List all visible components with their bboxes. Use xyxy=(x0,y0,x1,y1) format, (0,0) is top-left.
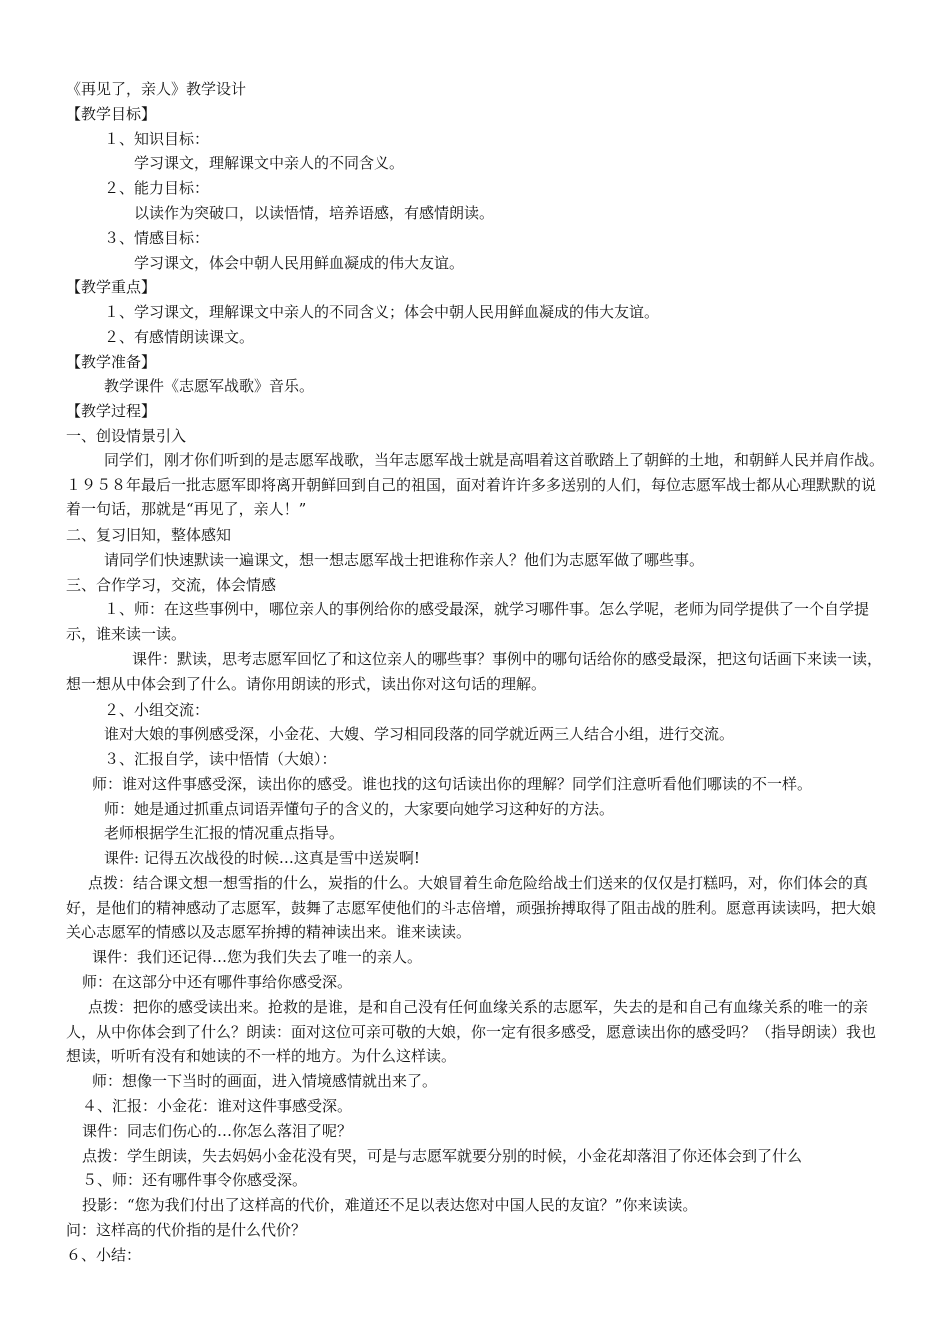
section-heading-focus: 【教学重点】 xyxy=(66,278,157,296)
step-3-item-3-courseware-a: 课件: 记得五次战役的时候…这真是雪中送炭啊! xyxy=(104,849,420,867)
goal-2-label: ２、能力目标： xyxy=(104,179,210,197)
step-3-item-5-label: ５、师：还有哪件事令你感受深。 xyxy=(82,1171,308,1189)
step-3-item-3-courseware-b: 课件：我们还记得…您为我们失去了唯一的亲人。 xyxy=(92,948,423,966)
section-heading-goals: 【教学目标】 xyxy=(66,105,157,123)
focus-item-1: １、学习课文，理解课文中亲人的不同含义；体会中朝人民用鲜血凝成的伟大友谊。 xyxy=(104,303,660,321)
document-title: 《再见了，亲人》教学设计 xyxy=(66,80,247,98)
step-3-item-3-hint-a: 点拨：结合课文想一想雪指的什么，炭指的什么。大娘冒着生命危险给战士们送来的仅仅是打糕吗，对，你们体会的真好，是他们的精神感动了志愿军，鼓舞了志愿军使他们的斗志倍增，顽强拚搏取得了阻击战的胜利。愿意再读读吗，把大娘关心志愿军的情感以及志愿军拚搏的精神读出来。谁来读读。 xyxy=(66,874,877,941)
step-1-heading: 一、创设情景引入 xyxy=(66,427,187,445)
goal-1-text: 学习课文，理解课文中亲人的不同含义。 xyxy=(134,154,405,172)
step-2-heading: 二、复习旧知，整体感知 xyxy=(66,526,232,544)
prep-text: 教学课件《志愿军战歌》音乐。 xyxy=(104,377,315,395)
section-heading-process: 【教学过程】 xyxy=(66,402,157,420)
focus-item-2: ２、有感情朗读课文。 xyxy=(104,328,255,346)
goal-2-text: 以读作为突破口，以读悟情，培养语感，有感情朗读。 xyxy=(134,204,495,222)
step-3-item-1: １、师：在这些事例中，哪位亲人的事例给你的感受最深，就学习哪件事。怎么学呢，老师为同学提供了一个自学提示，谁来读一读。 xyxy=(66,600,870,643)
step-3-item-4-hint: 点拨：学生朗读，失去妈妈小金花没有哭，可是与志愿军就要分别的时候，小金花却落泪了你还体会到了什么 xyxy=(82,1147,803,1165)
step-3-item-4-label: ４、汇报：小金花：谁对这件事感受深。 xyxy=(82,1097,353,1115)
step-3-item-3-teacher-a: 师：谁对这件事感受深，读出你的感受。谁也找的这句话读出你的理解？同学们注意听看他们哪读的不一样。 xyxy=(92,775,813,793)
step-3-item-3-label: ３、汇报自学，读中悟情（大娘）： xyxy=(104,750,337,768)
step-3-heading: 三、合作学习，交流，体会情感 xyxy=(66,576,277,594)
step-3-item-3-teacher-c: 师：在这部分中还有哪件事给你感受深。 xyxy=(82,973,353,991)
step-3-item-3-teacher-d: 师：想像一下当时的画面，进入情境感情就出来了。 xyxy=(92,1072,438,1090)
section-heading-prep: 【教学准备】 xyxy=(66,353,157,371)
step-3-item-6-label: ６、小结： xyxy=(66,1246,142,1264)
step-3-item-3-hint-b: 点拨：把你的感受读出来。抢救的是谁，是和自己没有任何血缘关系的志愿军，失去的是和自己有血缘关系的唯一的亲人，从中你体会到了什么？朗读：面对这位可亲可敬的大娘，你一定有很多感受，愿意读出你的感受吗？（指导朗读）我也想读，听听有没有和她读的不一样的地方。为什么这样读。 xyxy=(66,998,877,1065)
goal-1-label: １、知识目标： xyxy=(104,130,210,148)
step-3-item-1-courseware: 课件：默读，思考志愿军回忆了和这位亲人的哪些事？事例中的哪句话给你的感受最深，把这句话画下来读一读，想一想从中体会到了什么。请你用朗读的形式，读出你对这句话的理解。 xyxy=(66,650,883,693)
step-3-item-5-question: 问：这样高的代价指的是什么代价？ xyxy=(66,1221,307,1239)
goal-3-label: ３、情感目标： xyxy=(104,229,210,247)
step-3-item-2-text: 谁对大娘的事例感受深，小金花、大嫂、学习相同段落的同学就近两三人结合小组，进行交流。 xyxy=(104,725,735,743)
goal-3-text: 学习课文，体会中朝人民用鲜血凝成的伟大友谊。 xyxy=(134,254,465,272)
step-2-paragraph: 请同学们快速默读一遍课文，想一想志愿军战士把谁称作亲人？他们为志愿军做了哪些事。 xyxy=(104,551,705,569)
step-1-paragraph: 同学们，刚才你们听到的是志愿军战歌，当年志愿军战士就是高唱着这首歌踏上了朝鲜的土地，和朝鲜人民并肩作战。１９５８年最后一批志愿军即将离开朝鲜回到自己的祖国，面对着许许多多送别的人们，每位志愿军战士都从心理默默的说着一句话，那就是“再见了，亲人！” xyxy=(66,451,885,518)
step-3-item-2-label: ２、小组交流： xyxy=(104,701,210,719)
step-3-item-3-guidance: 老师根据学生汇报的情况重点指导。 xyxy=(104,824,345,842)
step-3-item-5-projection: 投影：“您为我们付出了这样高的代价，难道还不足以表达您对中国人民的友谊？”你来读读。 xyxy=(82,1196,698,1214)
step-3-item-3-teacher-b: 师：她是通过抓重点词语弄懂句子的含义的，大家要向她学习这种好的方法。 xyxy=(104,800,615,818)
step-3-item-4-courseware: 课件：同志们伤心的…你怎么落泪了呢？ xyxy=(82,1122,353,1140)
